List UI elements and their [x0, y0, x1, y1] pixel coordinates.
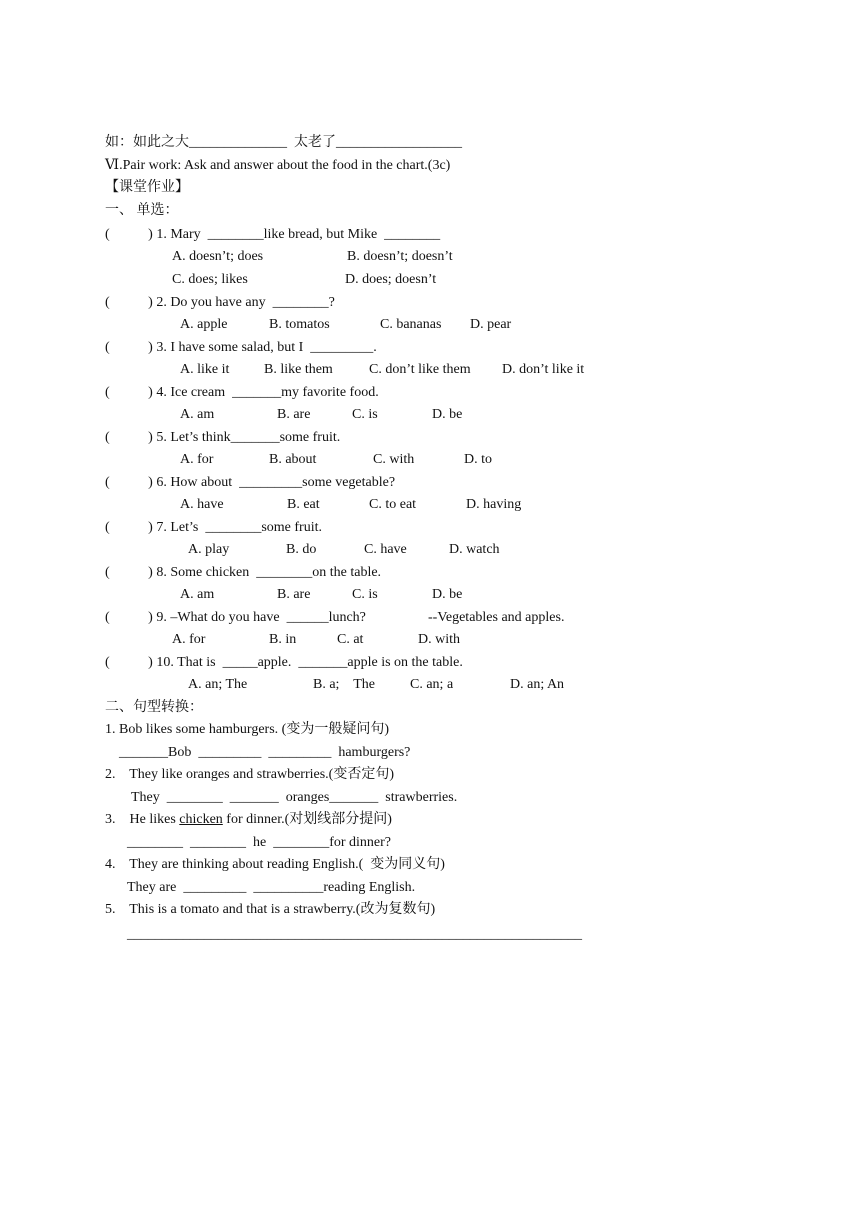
transform-2-answer: They ________ _______ oranges_______ strawberries. — [131, 790, 458, 805]
classwork-heading: 【课堂作业】 — [105, 180, 189, 195]
underlined-word: chicken — [179, 812, 223, 827]
q3-option-b: B. like them — [264, 362, 333, 377]
q9-option-b: B. in — [269, 632, 297, 647]
q6-option-b: B. eat — [287, 497, 320, 512]
question-5: ( ) 5. Let’s think_______some fruit. — [105, 430, 341, 445]
transform-4-prompt: 4. They are thinking about reading English.( 变为同义句) — [105, 857, 445, 872]
transform-1-answer: _______Bob _________ _________ hamburgers? — [119, 745, 411, 760]
q4-option-c: C. is — [352, 407, 378, 422]
q4-option-d: D. be — [432, 407, 463, 422]
q3-option-c: C. don’t like them — [369, 362, 471, 377]
q5-option-b: B. about — [269, 452, 317, 467]
question-8: ( ) 8. Some chicken ________on the table. — [105, 565, 382, 580]
transform-5-prompt: 5. This is a tomato and that is a strawberry.(改为复数句) — [105, 902, 436, 917]
q3-option-d: D. don’t like it — [502, 362, 585, 377]
q3-option-a: A. like it — [180, 362, 230, 377]
q10-option-d: D. an; An — [510, 677, 565, 692]
q9-option-d: D. with — [418, 632, 460, 647]
q9-option-a: A. for — [172, 632, 206, 647]
q8-option-d: D. be — [432, 587, 463, 602]
q5-option-d: D. to — [464, 452, 492, 467]
q9-answer-line: --Vegetables and apples. — [428, 610, 565, 625]
q8-option-a: A. am — [180, 587, 215, 602]
transform-3-prompt-end: for dinner.(对划线部分提问) — [222, 812, 392, 827]
transform-4-answer: They are _________ __________reading English. — [127, 880, 416, 895]
q6-option-d: D. having — [466, 497, 522, 512]
q8-option-c: C. is — [352, 587, 378, 602]
q5-option-a: A. for — [180, 452, 214, 467]
transform-3-prompt-start: 3. He likes — [105, 812, 180, 827]
q4-option-a: A. am — [180, 407, 215, 422]
q2-option-b: B. tomatos — [269, 317, 330, 332]
q10-option-a: A. an; The — [188, 677, 248, 692]
q7-option-d: D. watch — [449, 542, 500, 557]
q6-option-a: A. have — [180, 497, 224, 512]
q7-option-c: C. have — [364, 542, 407, 557]
question-9: ( ) 9. –What do you have ______lunch? — [105, 610, 366, 625]
question-6: ( ) 6. How about _________some vegetable? — [105, 475, 396, 490]
question-1: ( ) 1. Mary ________like bread, but Mike ________ — [105, 227, 441, 242]
q9-option-c: C. at — [337, 632, 364, 647]
q1-option-c: C. does; likes — [172, 272, 248, 287]
q1-option-a: A. doesn’t; does — [172, 249, 264, 264]
q4-option-b: B. are — [277, 407, 311, 422]
q10-option-c: C. an; a — [410, 677, 454, 692]
q1-option-b: B. doesn’t; doesn’t — [347, 249, 453, 264]
q10-option-b: B. a; The — [313, 677, 375, 692]
question-4: ( ) 4. Ice cream _______my favorite food. — [105, 385, 379, 400]
q8-option-b: B. are — [277, 587, 311, 602]
q7-option-b: B. do — [286, 542, 317, 557]
transform-2-prompt: 2. They like oranges and strawberries.(变否定句) — [105, 767, 394, 782]
q2-option-d: D. pear — [470, 317, 512, 332]
transform-3-answer: ________ ________ he ________for dinner? — [127, 835, 392, 850]
part-two-heading: 二、句型转换： — [105, 700, 203, 715]
transform-1-prompt: 1. Bob likes some hamburgers. (变为一般疑问句) — [105, 722, 389, 737]
q2-option-c: C. bananas — [380, 317, 442, 332]
part-one-heading: 一、 单选： — [105, 203, 179, 218]
q2-option-a: A. apple — [180, 317, 228, 332]
section-vi-heading: Ⅵ.Pair work: Ask and answer about the food in the chart.(3c) — [105, 158, 451, 173]
q7-option-a: A. play — [188, 542, 230, 557]
transform-3-prompt — [105, 811, 392, 829]
q6-option-c: C. to eat — [369, 497, 417, 512]
q1-option-d: D. does; doesn’t — [345, 272, 437, 287]
question-3: ( ) 3. I have some salad, but I _________. — [105, 340, 377, 355]
vocab-phrases-line: 如：如此之大______________ 太老了__________________ — [105, 135, 462, 150]
question-10: ( ) 10. That is _____apple. _______apple is on the table. — [105, 655, 463, 670]
question-7: ( ) 7. Let’s ________some fruit. — [105, 520, 322, 535]
question-2: ( ) 2. Do you have any ________? — [105, 295, 335, 310]
q5-option-c: C. with — [373, 452, 415, 467]
transform-5-answer-line: _________________________________________________________________ — [127, 927, 582, 942]
